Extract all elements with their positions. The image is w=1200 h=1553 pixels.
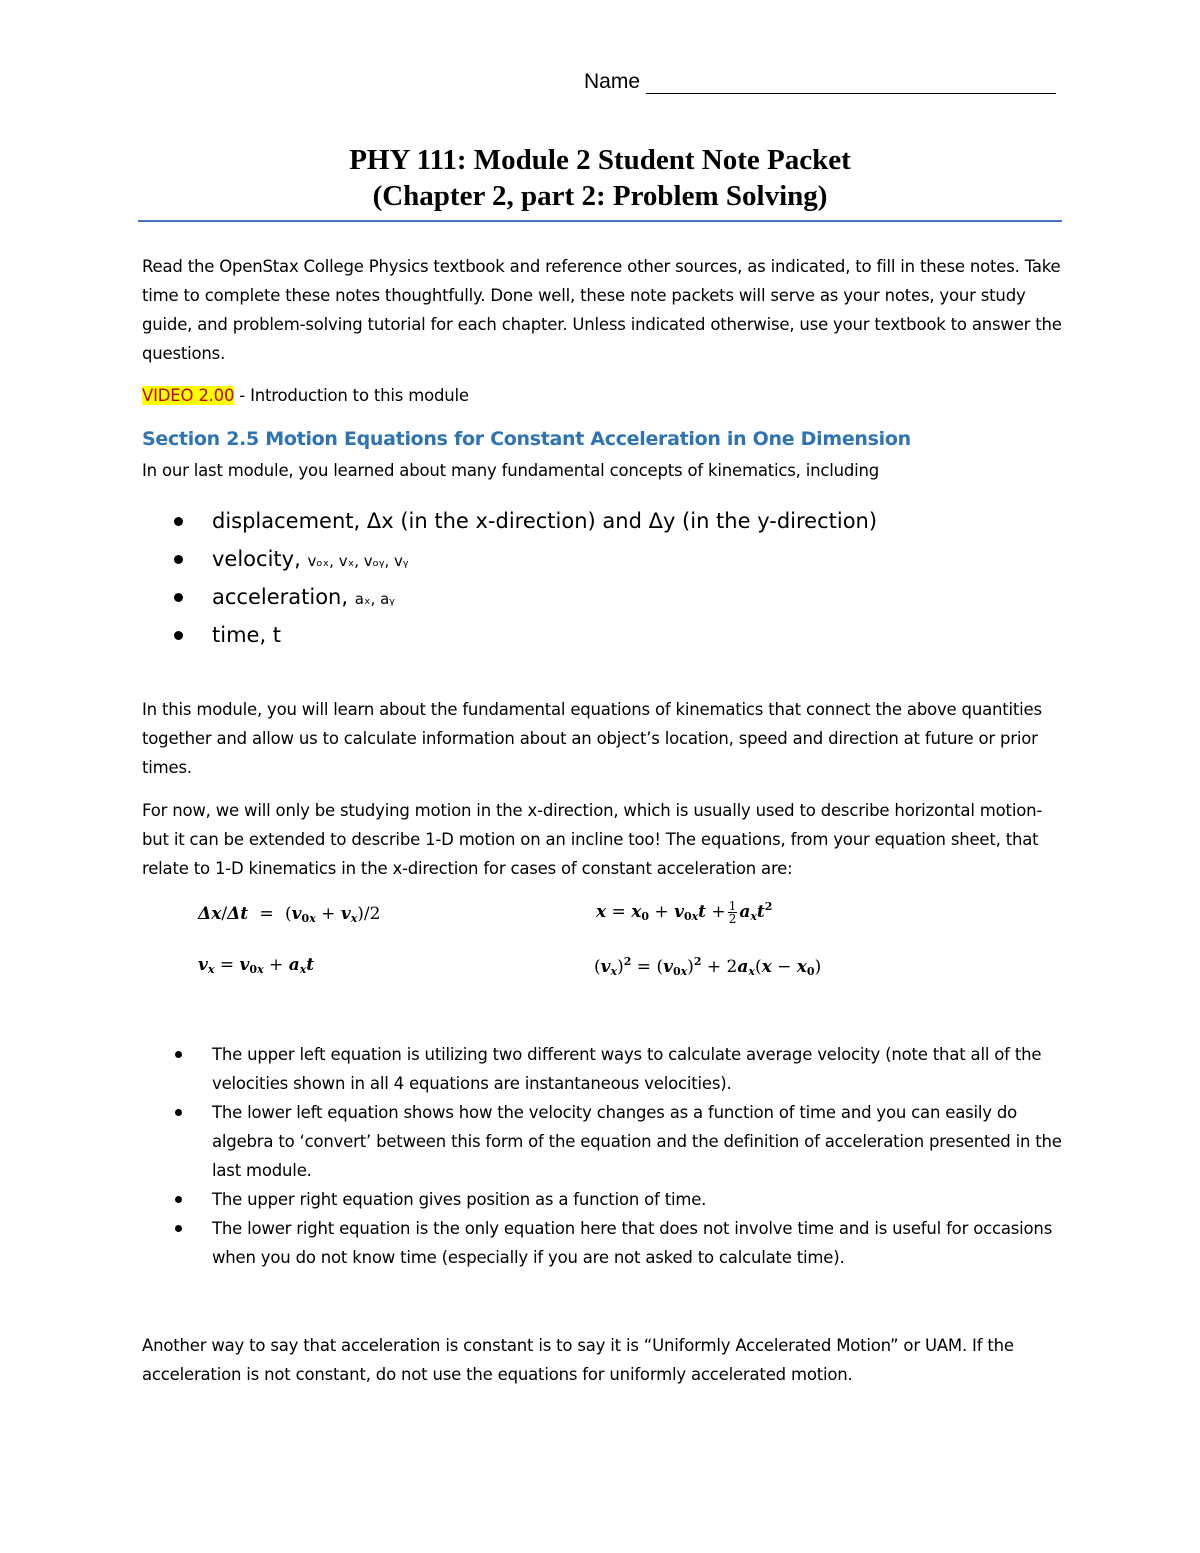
list-item	[170, 502, 877, 540]
title-line-2: (Chapter 2, part 2: Problem Solving)	[372, 180, 828, 212]
equation-average-velocity: $\Delta x/\Delta t = (v_{0x} + v_x)/2$	[198, 904, 381, 925]
module-paragraph: In this module, you will learn about the fundamental equations of kinematics that connect the above quantities together and allow us to calculate information about an object’s location, speed and direction at future or prior times.	[142, 700, 1042, 777]
equation-notes-list	[172, 1040, 1062, 1272]
name-label: Name	[584, 70, 641, 93]
name-blank-line[interactable]	[646, 71, 1056, 94]
name-field	[584, 70, 1056, 94]
concept-velocity: velocity,	[212, 547, 308, 571]
list-item: The lower left equation shows how the velocity changes as a function of time and you can easily do algebra to ‘convert’ between this form of the equation and the definition of acceleration presented in the last module.	[172, 1098, 1062, 1185]
concept-acceleration: acceleration,	[212, 585, 355, 609]
title-line-1: PHY 111: Module 2 Student Note Packet	[349, 144, 851, 176]
video-link[interactable]: VIDEO 2.00	[142, 386, 235, 405]
section-heading: Section 2.5 Motion Equations for Constant Acceleration in One Dimension	[142, 428, 911, 450]
concept-detail: vₒₓ, vₓ, vₒᵧ, vᵧ	[307, 552, 409, 570]
page-title	[138, 142, 1062, 214]
list-item	[170, 578, 877, 616]
equation-velocity-squared: $(v_x)^2 = (v_{0x})^2 + 2a_x(x - x_0)$	[594, 955, 822, 978]
video-description: - Introduction to this module	[234, 386, 469, 405]
concept-displacement: displacement, Δx (in the x-direction) and Δy (in the y-direction)	[212, 509, 878, 533]
list-item: The upper left equation is utilizing two different ways to calculate average velocity (note that all of the velocities shown in all 4 equations are instantaneous velocities).	[172, 1040, 1062, 1098]
intro-paragraph: Read the OpenStax College Physics textbook and reference other sources, as indicated, to fill in these notes. Take time to complete these notes thoughtfully. Done well, these note packets will serve as your notes, your study guide, and problem-solving tutorial for each chapter. Unless indicated otherwise, use your textbook to answer the questions.	[142, 257, 1062, 363]
list-item: The lower right equation is the only equation here that does not involve time and is useful for occasions when you do not know time (especially if you are not asked to calculate time).	[172, 1214, 1062, 1272]
list-item	[170, 616, 877, 654]
list-item	[170, 540, 877, 578]
equation-velocity: $v_x = v_{0x} + a_xt$	[198, 955, 315, 976]
list-item: The upper right equation gives position as a function of time.	[172, 1185, 1062, 1214]
title-divider	[138, 220, 1062, 222]
video-reference	[142, 381, 469, 410]
section-intro: In our last module, you learned about many fundamental concepts of kinematics, including	[142, 461, 880, 480]
equation-position: $x = x_0 + v_{0x}t$ + $\frac{1}{2}$ $a_xt^2$	[596, 899, 773, 926]
concept-list	[170, 502, 877, 654]
uam-paragraph: Another way to say that acceleration is constant is to say it is “Uniformly Accelerated Motion” or UAM. If the acceleration is not constant, do not use the equations for uniformly accelerated motion.	[142, 1336, 1014, 1384]
concept-detail: aₓ, aᵧ	[354, 590, 395, 608]
x-direction-paragraph: For now, we will only be studying motion in the x-direction, which is usually used to describe horizontal motion- but it can be extended to describe 1-D motion on an incline too! The equations, from your equation sheet, that relate to 1-D kinematics in the x-direction for cases of constant acceleration are:	[142, 801, 1043, 878]
concept-time: time, t	[212, 623, 282, 647]
